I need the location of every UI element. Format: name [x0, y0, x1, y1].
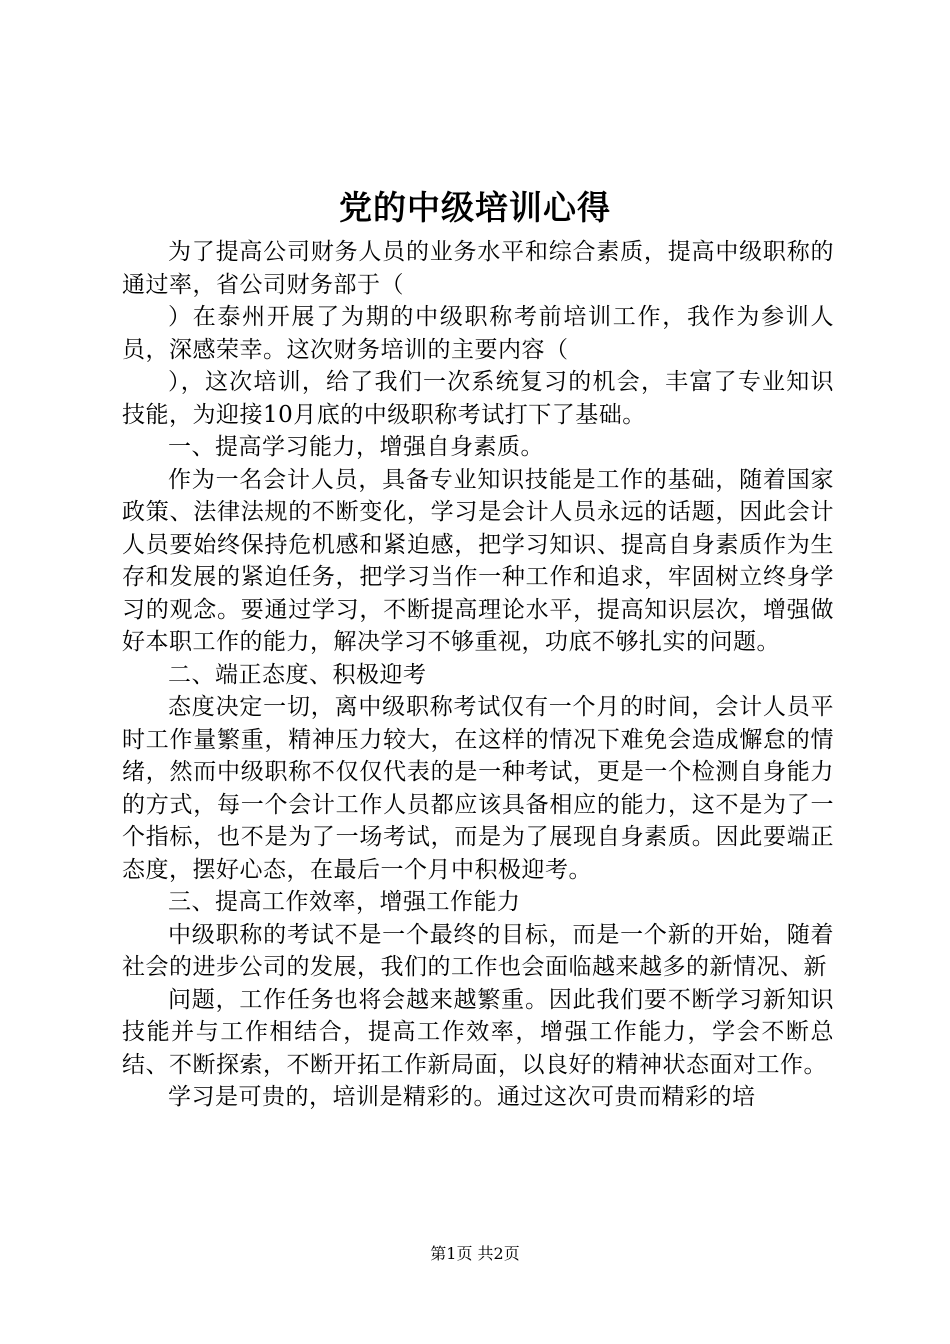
paragraph-training-benefit: ），这次培训，给了我们一次系统复习的机会，丰富了专业知识技能，为迎接10月底的中级职称考试打下了基础。: [122, 369, 834, 428]
section-heading-3: 三、提高工作效率，增强工作能力: [168, 889, 521, 915]
paragraph-section-3a: 中级职称的考试不是一个最终的目标，而是一个新的开始，随着社会的进步公司的发展，我们的工作也会面临越来越多的新情况、新: [122, 921, 834, 980]
document-body: [122, 236, 834, 1114]
paragraph-section-1: 作为一名会计人员，具备专业知识技能是工作的基础，随着国家政策、法律法规的不断变化，学习是会计人员永远的话题，因此会计人员要始终保持危机感和紧迫感，把学习知识、提高自身素质作为生存和发展的紧迫任务，把学习当作一种工作和追求，牢固树立终身学习的观念。要通过学习，不断提高理论水平，提高知识层次，增强做好本职工作的能力，解决学习不够重视，功底不够扎实的问题。: [122, 466, 834, 655]
paragraph-section-2: 态度决定一切，离中级职称考试仅有一个月的时间，会计人员平时工作量繁重，精神压力较大，在这样的情况下难免会造成懈怠的情绪，然而中级职称不仅仅代表的是一种考试，更是一个检测自身能力的方式，每一个会计工作人员都应该具备相应的能力，这不是为了一个指标，也不是为了一场考试，而是为了展现自身素质。因此要端正态度，摆好心态，在最后一个月中积极迎考。: [122, 694, 834, 883]
section-heading-1: 一、提高学习能力，增强自身素质。: [168, 434, 544, 460]
paragraph-section-3b: 问题，工作任务也将会越来越繁重。因此我们要不断学习新知识技能并与工作相结合，提高工作效率，增强工作能力，学会不断总结、不断探索，不断开拓工作新局面，以良好的精神状态面对工作。: [122, 986, 834, 1078]
section-heading-2: 二、端正态度、积极迎考: [168, 661, 427, 688]
page-title: 党的中级培训心得: [339, 188, 611, 227]
paragraph-training-location: ）在泰州开展了为期的中级职称考前培训工作，我作为参训人员，深感荣幸。这次财务培训的主要内容（: [122, 304, 834, 363]
page-footer: 第1页 共2页: [430, 1244, 520, 1263]
paragraph-conclusion: 学习是可贵的，培训是精彩的。通过这次可贵而精彩的培: [168, 1084, 756, 1110]
paragraph-intro: 为了提高公司财务人员的业务水平和综合素质，提高中级职称的通过率，省公司财务部于（: [122, 239, 834, 298]
